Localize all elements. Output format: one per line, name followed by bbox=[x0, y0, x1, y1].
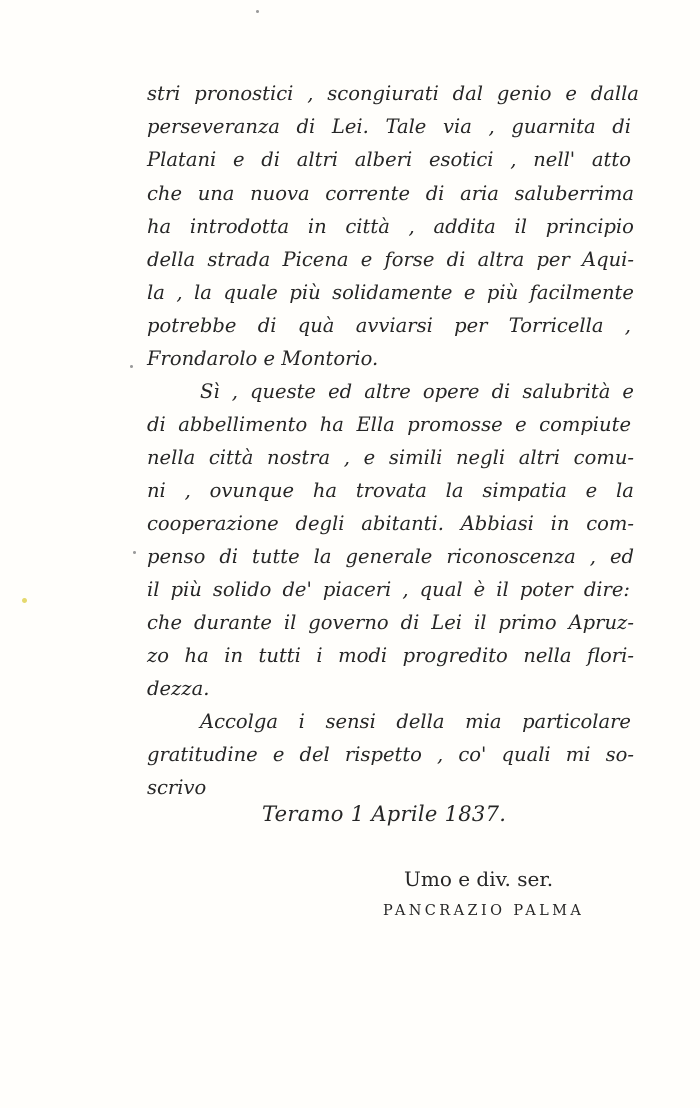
word: introdotta bbox=[189, 215, 290, 238]
word: altra bbox=[477, 248, 525, 271]
word: ha bbox=[184, 644, 209, 667]
word: di bbox=[296, 115, 316, 138]
word: , bbox=[176, 281, 183, 304]
word: addita bbox=[433, 215, 496, 238]
word: mia bbox=[465, 710, 502, 733]
word: la bbox=[194, 281, 212, 304]
word: mi bbox=[565, 743, 591, 766]
word: abbellimento bbox=[178, 413, 308, 436]
word: , bbox=[408, 215, 415, 238]
word: penso bbox=[147, 545, 206, 568]
word: modi bbox=[338, 644, 388, 667]
word: città bbox=[208, 446, 254, 469]
word: per bbox=[454, 314, 488, 337]
word: di bbox=[147, 413, 166, 436]
word: perseveranza bbox=[147, 115, 280, 138]
word: altri bbox=[296, 148, 339, 171]
word: più bbox=[289, 281, 321, 304]
text-line bbox=[147, 150, 631, 170]
word: , bbox=[589, 545, 596, 568]
word: il bbox=[147, 578, 160, 601]
text-line: scrivo bbox=[147, 776, 207, 799]
text-line bbox=[147, 547, 634, 567]
word: la bbox=[616, 479, 634, 502]
text-line bbox=[147, 316, 631, 336]
text-line bbox=[147, 448, 634, 468]
word: com- bbox=[586, 512, 634, 535]
word: simili bbox=[388, 446, 443, 469]
word: gratitudine bbox=[147, 743, 258, 766]
text-line bbox=[147, 514, 634, 534]
word: dal bbox=[452, 82, 484, 105]
text-line bbox=[147, 481, 634, 501]
text-line bbox=[147, 646, 634, 666]
word: progredito bbox=[402, 644, 508, 667]
word: rispetto bbox=[344, 743, 422, 766]
word: nella bbox=[523, 644, 572, 667]
word: riconoscenza bbox=[446, 545, 576, 568]
word: dire: bbox=[583, 578, 630, 601]
word: quale bbox=[223, 281, 278, 304]
closing-formula: Umo e div. ser. bbox=[404, 867, 554, 891]
word: piaceri bbox=[322, 578, 392, 601]
word: ha bbox=[319, 413, 344, 436]
text-line bbox=[147, 84, 639, 104]
word: ed bbox=[328, 380, 353, 403]
word: facilmente bbox=[529, 281, 634, 304]
word: tutti bbox=[258, 644, 301, 667]
word: in bbox=[224, 644, 244, 667]
word: tutte bbox=[252, 545, 300, 568]
text-line bbox=[147, 283, 634, 303]
word: della bbox=[396, 710, 445, 733]
word: opere bbox=[422, 380, 480, 403]
word: compiute bbox=[539, 413, 631, 436]
word: qual bbox=[419, 578, 463, 601]
word: e bbox=[463, 281, 476, 304]
word: durante bbox=[193, 611, 272, 634]
word: in bbox=[307, 215, 327, 238]
word: di bbox=[261, 148, 281, 171]
word: de' bbox=[282, 578, 312, 601]
word: pronostici bbox=[194, 82, 294, 105]
word: , bbox=[510, 148, 517, 171]
signature-name: PANCRAZIO PALMA bbox=[383, 903, 585, 919]
word: scongiurati bbox=[327, 82, 439, 105]
word: strada bbox=[207, 248, 271, 271]
word: Aqui- bbox=[582, 248, 634, 271]
word: della bbox=[147, 248, 196, 271]
word: che bbox=[147, 611, 183, 634]
scan-speck bbox=[22, 598, 27, 603]
word: il bbox=[473, 611, 487, 634]
text-line bbox=[147, 415, 631, 435]
word: di bbox=[219, 545, 239, 568]
word: negli bbox=[456, 446, 506, 469]
text-line bbox=[147, 613, 634, 633]
word: e bbox=[360, 248, 373, 271]
word: Accolga bbox=[200, 710, 279, 733]
word: principio bbox=[545, 215, 634, 238]
text-line bbox=[147, 117, 631, 137]
word: particolare bbox=[522, 710, 631, 733]
scan-speck bbox=[130, 365, 133, 368]
word: in bbox=[550, 512, 570, 535]
word: , bbox=[307, 82, 314, 105]
text-line bbox=[147, 217, 634, 237]
word: saluberrima bbox=[514, 182, 634, 205]
word: del bbox=[299, 743, 330, 766]
word: Tale bbox=[385, 115, 427, 138]
word: e bbox=[622, 380, 634, 403]
word: forse bbox=[384, 248, 435, 271]
word: e bbox=[363, 446, 376, 469]
word: Lei. bbox=[331, 115, 369, 138]
word: il bbox=[283, 611, 297, 634]
word: stri bbox=[147, 82, 181, 105]
word: città bbox=[345, 215, 390, 238]
word: di bbox=[491, 380, 511, 403]
word: il bbox=[514, 215, 527, 238]
word: altri bbox=[518, 446, 560, 469]
text-line bbox=[147, 184, 634, 204]
word: Apruz- bbox=[568, 611, 634, 634]
word: generale bbox=[345, 545, 433, 568]
word: , bbox=[184, 479, 191, 502]
word: di bbox=[257, 314, 277, 337]
word: , bbox=[624, 314, 631, 337]
word: altre bbox=[364, 380, 411, 403]
word: nuova bbox=[250, 182, 310, 205]
text-line bbox=[147, 250, 634, 270]
word: quali bbox=[501, 743, 551, 766]
word: e bbox=[233, 148, 245, 171]
word: potrebbe bbox=[147, 314, 237, 337]
word: Torricella bbox=[508, 314, 604, 337]
word: che bbox=[147, 182, 183, 205]
word: Ella bbox=[356, 413, 395, 436]
word: cooperazione bbox=[147, 512, 279, 535]
word: la bbox=[313, 545, 332, 568]
word: quà bbox=[297, 314, 335, 337]
word: più bbox=[486, 281, 519, 304]
word: la bbox=[147, 281, 165, 304]
word: , bbox=[437, 743, 444, 766]
word: ed bbox=[609, 545, 634, 568]
text-line bbox=[200, 382, 634, 402]
word: Platani bbox=[147, 148, 217, 171]
word: so- bbox=[605, 743, 634, 766]
word: è bbox=[473, 578, 486, 601]
word: , bbox=[231, 380, 238, 403]
word: i bbox=[316, 644, 323, 667]
text-line: dezza. bbox=[147, 677, 210, 700]
word: nostra bbox=[267, 446, 331, 469]
word: comu- bbox=[573, 446, 634, 469]
word: guarnita bbox=[511, 115, 596, 138]
word: co' bbox=[458, 743, 487, 766]
word: , bbox=[488, 115, 495, 138]
word: e bbox=[565, 82, 577, 105]
word: di bbox=[400, 611, 420, 634]
word: , bbox=[402, 578, 409, 601]
word: ovunque bbox=[209, 479, 295, 502]
text-line bbox=[147, 745, 634, 765]
word: degli bbox=[295, 512, 345, 535]
word: di bbox=[425, 182, 445, 205]
word: flori- bbox=[587, 644, 634, 667]
word: salubrità bbox=[522, 380, 611, 403]
word: sensi bbox=[325, 710, 376, 733]
word: corrente bbox=[325, 182, 411, 205]
word: via bbox=[443, 115, 472, 138]
word: i bbox=[298, 710, 305, 733]
word: Sì bbox=[200, 380, 220, 403]
word: solido bbox=[212, 578, 272, 601]
word: dalla bbox=[590, 82, 639, 105]
word: Lei bbox=[431, 611, 463, 634]
word: di bbox=[446, 248, 466, 271]
word: Abbiasi bbox=[460, 512, 534, 535]
word: avviarsi bbox=[355, 314, 433, 337]
scan-speck bbox=[256, 10, 259, 13]
text-line bbox=[147, 580, 630, 600]
word: trovata bbox=[355, 479, 427, 502]
word: e bbox=[272, 743, 285, 766]
word: solidamente bbox=[332, 281, 453, 304]
word: aria bbox=[460, 182, 499, 205]
word: genio bbox=[496, 82, 552, 105]
word: più bbox=[170, 578, 202, 601]
word: e bbox=[585, 479, 598, 502]
word: per bbox=[536, 248, 570, 271]
text-line bbox=[200, 712, 631, 732]
word: nell' bbox=[533, 148, 576, 171]
word: queste bbox=[250, 380, 316, 403]
date-line: Teramo 1 Aprile 1837. bbox=[262, 802, 507, 826]
word: il bbox=[496, 578, 509, 601]
word: la bbox=[445, 479, 464, 502]
word: esotici bbox=[429, 148, 494, 171]
word: abitanti. bbox=[361, 512, 444, 535]
word: alberi bbox=[354, 148, 413, 171]
word: di bbox=[612, 115, 631, 138]
text-line: Frondarolo e Montorio. bbox=[147, 347, 379, 370]
word: primo bbox=[498, 611, 557, 634]
word: una bbox=[197, 182, 235, 205]
word: ni bbox=[147, 479, 166, 502]
word: ha bbox=[312, 479, 338, 502]
word: promosse bbox=[407, 413, 503, 436]
word: Picena bbox=[282, 248, 349, 271]
word: governo bbox=[308, 611, 389, 634]
scan-speck bbox=[133, 551, 136, 554]
word: , bbox=[343, 446, 350, 469]
word: simpatia bbox=[482, 479, 567, 502]
word: ha bbox=[147, 215, 172, 238]
word: nella bbox=[147, 446, 196, 469]
word: e bbox=[515, 413, 527, 436]
word: poter bbox=[519, 578, 573, 601]
word: atto bbox=[591, 148, 631, 171]
word: zo bbox=[147, 644, 170, 667]
